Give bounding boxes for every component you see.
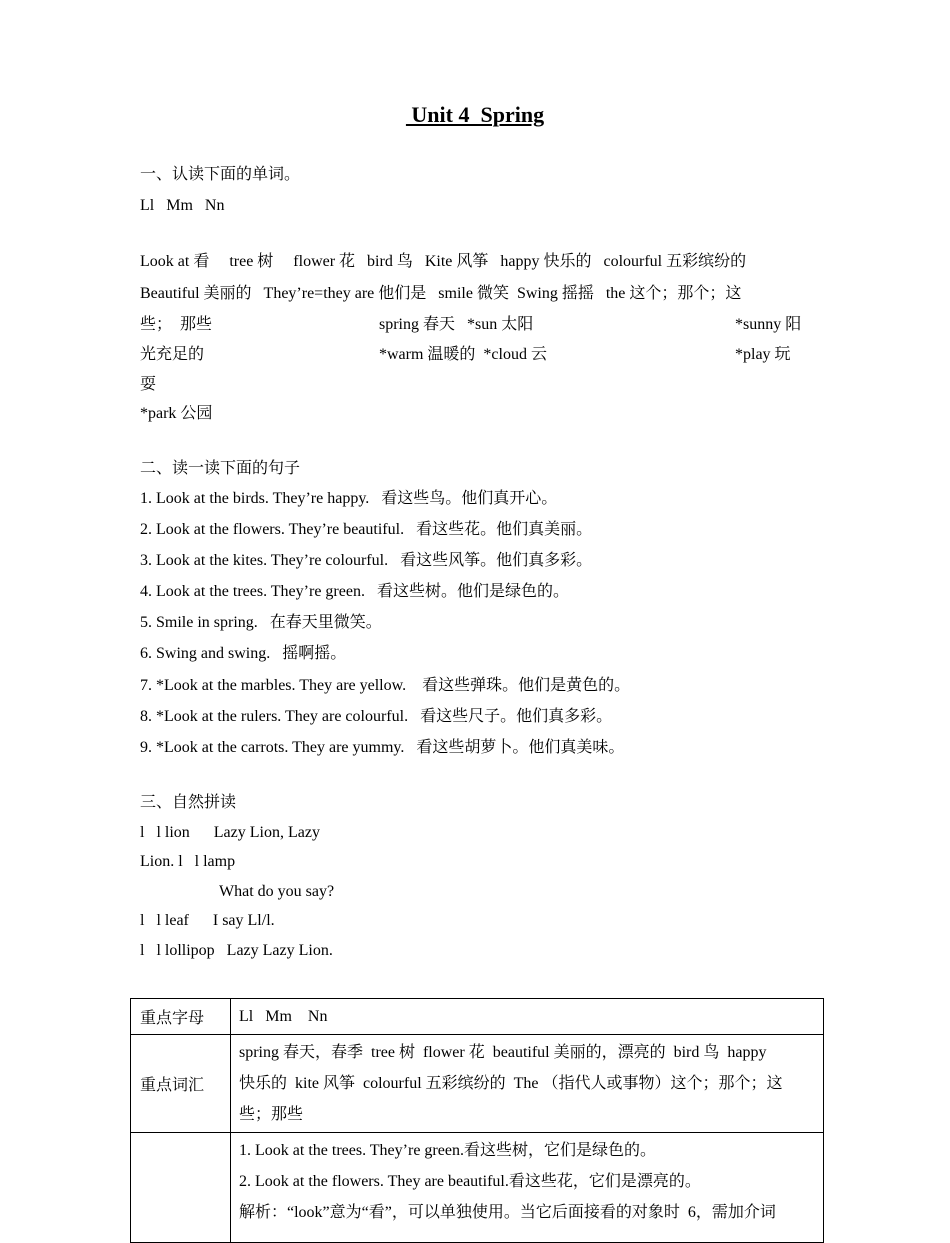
vocab-line: *play 玩: [735, 346, 791, 363]
phonics-line: Lion. l l lamp: [140, 853, 236, 870]
row-content-key-sentences: [231, 1133, 824, 1243]
phonics-line: l l lollipop Lazy Lazy Lion.: [140, 942, 333, 959]
phonics-line: l l lion Lazy Lion, Lazy: [140, 824, 320, 841]
vocab-line: Beautiful 美丽的 They’re=they are 他们是 smile 微笑 Swing 摇摇 the 这个；那个；这: [140, 285, 742, 302]
sentence-item: 6. Swing and swing. 摇啊摇。: [140, 645, 347, 662]
sentence-item: 3. Look at the kites. They’re colourful. 看这些风筝。他们真多彩。: [140, 552, 593, 569]
sentence-item: 2. Look at the flowers. They’re beautiful. 看这些花。他们真美丽。: [140, 521, 593, 538]
section3-heading: 三、自然拼读: [140, 794, 237, 811]
phonics-line: What do you say?: [219, 883, 335, 900]
table-row: [131, 1133, 824, 1243]
row-label-key-letters: 重点字母: [131, 999, 231, 1035]
row-label-key-vocab: 重点词汇: [131, 1035, 231, 1133]
key-sentence-line: 2. Look at the flowers. They are beautiful.看这些花，它们是漂亮的。: [239, 1173, 701, 1190]
vocab-line: Look at 看 tree 树 flower 花 bird 鸟 Kite 风筝 happy 快乐的 colourful 五彩缤纷的: [140, 253, 747, 270]
key-sentence-line: 解析：“look”意为“看”，可以单独使用。当它后面接看的对象时 6，需加介词: [239, 1204, 776, 1221]
sentence-item: 7. *Look at the marbles. They are yellow. 看这些弹珠。他们是黄色的。: [140, 677, 631, 694]
summary-table: [130, 998, 824, 1243]
phonics-line: l l leaf I say Ll/l.: [140, 912, 275, 929]
page-title: Unit 4 Spring: [405, 102, 545, 127]
sentence-item: 8. *Look at the rulers. They are colourful. 看这些尺子。他们真多彩。: [140, 708, 613, 725]
key-vocab-line: spring 春天，春季 tree 树 flower 花 beautiful 美丽的，漂亮的 bird 鸟 happy: [239, 1044, 767, 1061]
section1-heading: 一、认读下面的单词。: [140, 166, 301, 183]
vocab-line: *warm 温暖的 *cloud 云: [379, 346, 547, 363]
key-sentence-line: 1. Look at the trees. They’re green.看这些树，它们是绿色的。: [239, 1142, 656, 1159]
vocab-line: *park 公园: [140, 405, 213, 422]
row-label-key-sentences: [131, 1133, 231, 1243]
sentence-item: 9. *Look at the carrots. They are yummy. 看这些胡萝卜。他们真美味。: [140, 739, 625, 756]
sentence-item: 1. Look at the birds. They’re happy. 看这些鸟。他们真开心。: [140, 490, 558, 507]
table-row: [131, 999, 824, 1035]
vocab-line: spring 春天 *sun 太阳: [379, 316, 534, 333]
vocab-line: *sunny 阳: [735, 316, 802, 333]
sentence-item: 5. Smile in spring. 在春天里微笑。: [140, 614, 382, 631]
vocab-line: 光充足的: [140, 346, 205, 363]
row-content-key-letters: [231, 999, 824, 1035]
key-vocab-line: 些；那些: [239, 1106, 304, 1123]
table-row: [131, 1035, 824, 1133]
row-content-key-vocab: [231, 1035, 824, 1133]
section2-heading: 二、读一读下面的句子: [140, 460, 301, 477]
key-letters: Ll Mm Nn: [140, 197, 225, 214]
key-vocab-line: 快乐的 kite 风筝 colourful 五彩缤纷的 The （指代人或事物）这个；那个；这: [239, 1075, 783, 1092]
sentence-item: 4. Look at the trees. They’re green. 看这些树。他们是绿色的。: [140, 583, 569, 600]
key-letters-text: Ll Mm Nn: [239, 1008, 328, 1025]
vocab-line: 些； 那些: [140, 316, 213, 333]
vocab-line: 耍: [140, 376, 157, 393]
